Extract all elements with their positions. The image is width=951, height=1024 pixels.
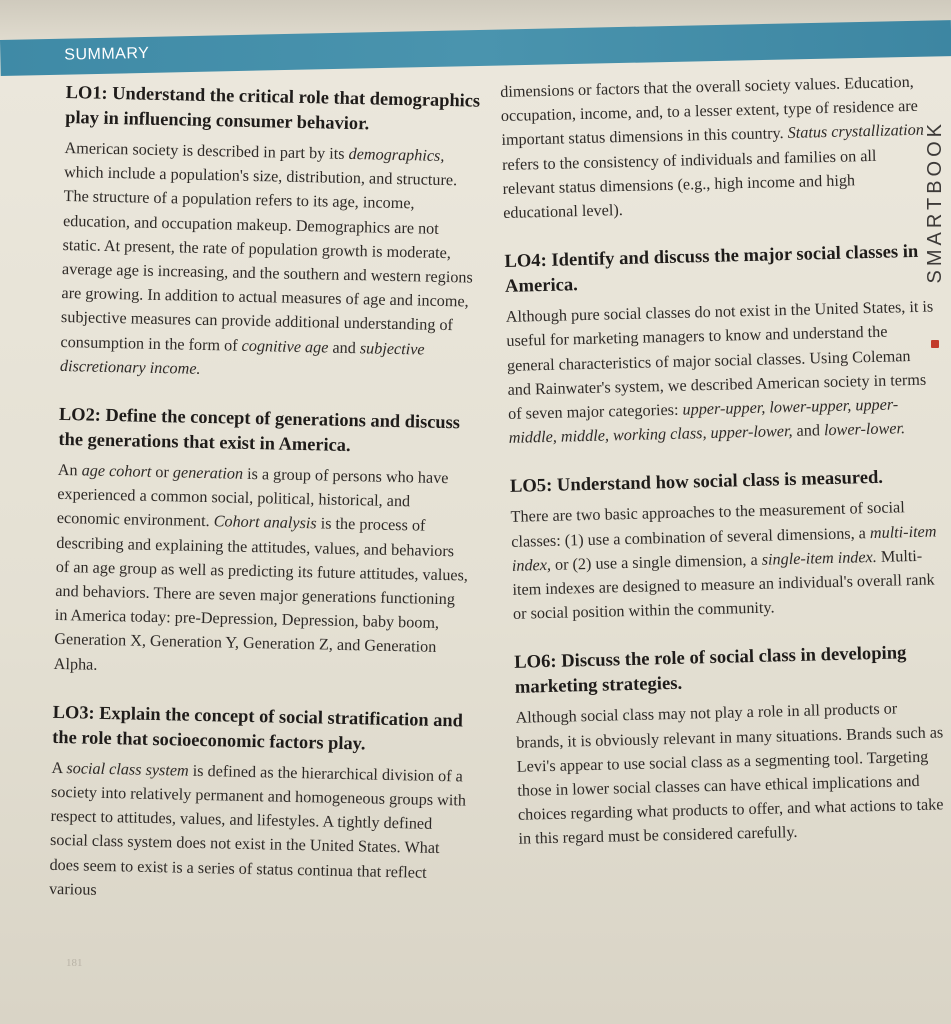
- section-body: [54, 458, 473, 684]
- body-text: refers to the consistency of individuals and families on all relevant status dimensions (e.g., high income and high educational level).: [501, 146, 877, 222]
- section-body: [506, 295, 937, 451]
- body-text: Although social class may not play a role in all products or brands, it is obviously relevant in many situations. Brands such as Levi's appear to use social class as a segmenting tool. Targeting those in lower social classes can have ethical implications and choices regarding what products to offer, and what actions to take in this regard must be considered carefully.: [515, 699, 944, 849]
- italic-term: lower-lower.: [823, 419, 906, 440]
- section-heading: LO3: Explain the concept of social stratification and the role that socioeconomic factors play.: [52, 701, 464, 754]
- section-heading: LO5: Understand how social class is measured.: [509, 467, 884, 498]
- body-text: Multi-item indexes are designed to measure an individual's overall rank or social position within the community.: [512, 546, 935, 624]
- smartbook-sidebar-label: SMARTBOOK: [924, 120, 946, 284]
- banner-title: SUMMARY: [64, 44, 150, 64]
- italic-term: demographics,: [348, 144, 445, 165]
- italic-term: subjective discretionary income.: [59, 338, 425, 378]
- section-heading: LO4: Identify and discuss the major social classes in America.: [504, 241, 919, 298]
- body-text: Although pure social classes do not exist in the United States, it is useful for marketing managers to know and understand the general characteristics of major social classes. Using Coleman and Rainwater's system, we described American society in terms of seven major categories:: [505, 297, 934, 423]
- body-text: or (2) use a single dimension, a: [550, 550, 762, 574]
- italic-term: social class system: [66, 759, 189, 780]
- body-text: is defined as the hierarchical division of a society into relatively permanent and homogeneous groups with respect to attitudes, values, and lifestyles. A tightly defined social class system does not exist in the United States. What does seem to exist is a series of status continua that reflect various: [48, 761, 467, 899]
- italic-term: single-item index.: [761, 547, 878, 569]
- body-text: A: [51, 758, 67, 778]
- italic-term: generation: [172, 463, 244, 483]
- italic-term: cognitive age: [241, 336, 329, 357]
- section-heading: LO2: Define the concept of generations and discuss the generations that exist in America.: [58, 403, 461, 456]
- italic-term: Cohort analysis: [213, 512, 317, 533]
- section-body: [49, 756, 467, 910]
- section-body: [60, 136, 480, 387]
- left-column: [48, 80, 481, 934]
- italic-term: Status crystallization: [787, 121, 925, 143]
- body-text: is the process of describing and explaining the attitudes, values, and behaviors of an age group as well as predicting its future attitudes, values, and behaviors. There are seven major generations functioning in America today: pre-Depression, Depression, baby boom, Generation X, Generation Y, Generation Z, and Generation Alpha.: [53, 514, 469, 674]
- section-heading: LO6: Discuss the role of social class in developing marketing strategies.: [513, 642, 907, 699]
- body-text: and: [328, 338, 361, 357]
- section-lo3: [49, 700, 468, 910]
- page-number: 181: [66, 957, 83, 969]
- section-lo1: [60, 80, 481, 387]
- body-text: There are two basic approaches to the measurement of social classes: (1) use a combination of several dimensions, a: [510, 498, 905, 551]
- section-body: [510, 495, 941, 626]
- smartbook-logo-mark: [931, 340, 939, 348]
- body-text: is a group of persons who have experienced a common social, political, historical, and economic environment.: [56, 464, 449, 531]
- section-body: [500, 70, 931, 226]
- italic-term: age cohort: [81, 461, 152, 481]
- italic-term: multi-item index,: [511, 522, 937, 575]
- section-heading: LO1: Understand the critical role that demographics play in influencing consumer behavior.: [65, 81, 481, 134]
- body-text: An: [57, 460, 82, 480]
- body-text: dimensions or factors that the overall society values. Education, occupation, income, and, to a lesser extent, type of residence are important status dimensions in this country.: [500, 72, 919, 150]
- body-text: American society is described in part by its: [64, 138, 349, 163]
- body-text: which include a population's size, distribution, and structure. The structure of a population refers to its age, income, education, and occupation makeup. Demographics are not static. At present, the rate of population growth is moderate, average age is increasing, and the southern and western regions are growing. In addition to actual measures of age and income, subjective measures can provide additional understanding of consumption in the form of: [60, 163, 473, 355]
- section-lo3-continued: [500, 70, 931, 226]
- section-body: [515, 696, 946, 852]
- section-lo5: [510, 464, 942, 626]
- right-column: [500, 70, 947, 876]
- body-text: or: [151, 462, 174, 482]
- section-lo2: [54, 402, 475, 684]
- italic-term: upper-upper, lower-upper, upper-middle, middle, working class, upper-lower,: [508, 395, 899, 448]
- section-lo4: [504, 239, 937, 451]
- body-text: and: [792, 421, 825, 441]
- section-lo6: [514, 640, 947, 852]
